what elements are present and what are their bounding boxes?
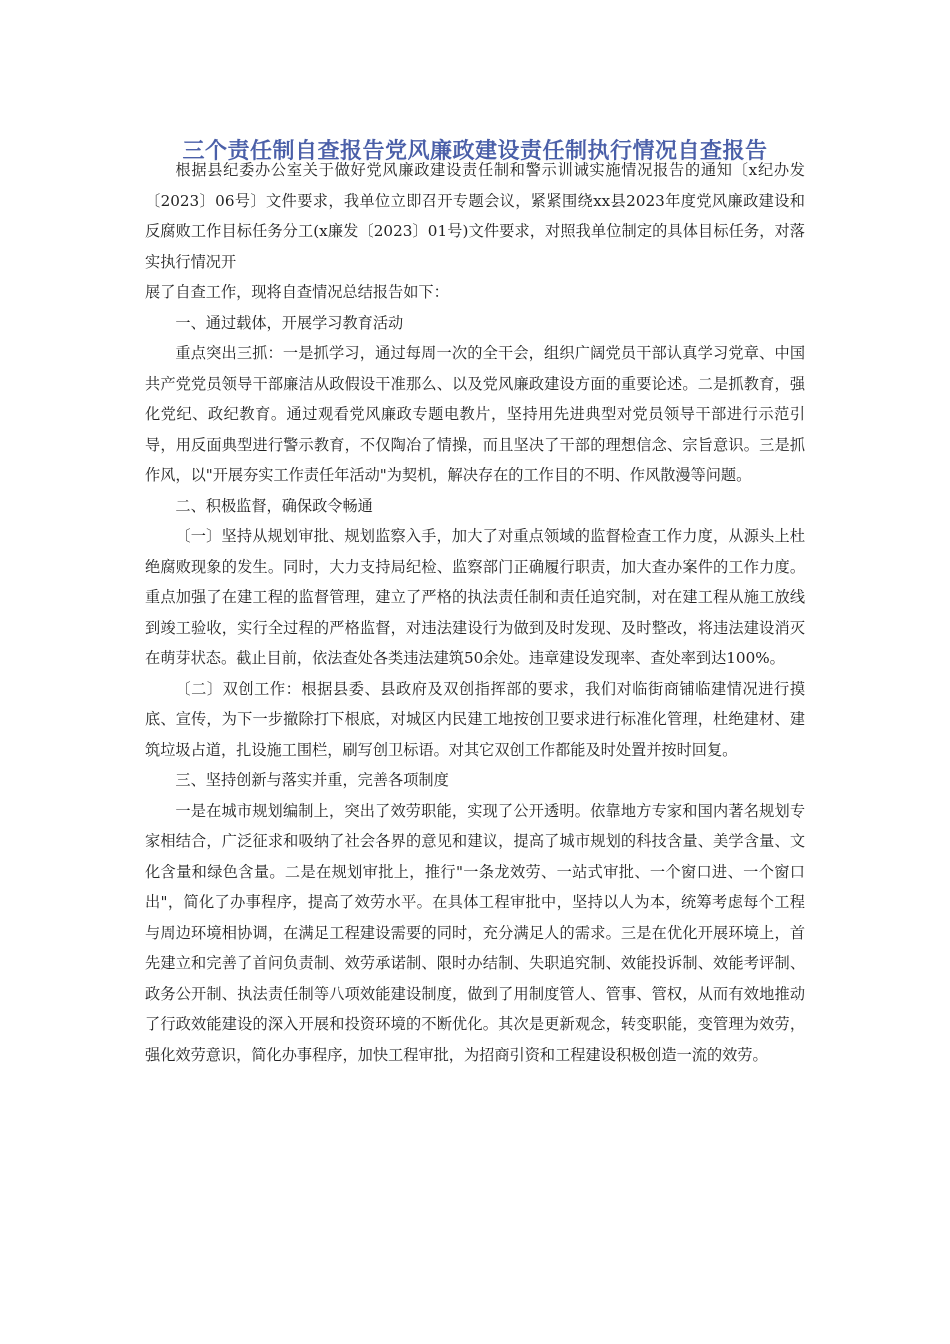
document-body [145, 155, 805, 1070]
paragraph-section-1: 重点突出三抓：一是抓学习，通过每周一次的全干会，组织广阔党员干部认真学习党章、中国共产党党员领导干部廉洁从政假设干准那么、以及党风廉政建设方面的重要论述。二是抓教育，强化党纪、政纪教育。通过观看党风廉政专题电教片，坚持用先进典型对党员领导干部进行示范引导，用反面典型进行警示教育，不仅陶冶了情操，而且坚决了干部的理想信念、宗旨意识。三是抓作风，以"开展夯实工作责任年活动"为契机，解决存在的工作目的不明、作风散漫等问题。 [145, 344, 805, 484]
section-heading-2: 二、积极监督，确保政令畅通 [175, 496, 373, 515]
paragraph-intro-continued: 展了自查工作，现将自查情况总结报告如下： [145, 283, 449, 301]
section-heading-1: 一、通过载体，开展学习教育活动 [175, 313, 404, 332]
paragraph-section-2-item-2: 〔二〕双创工作：根据县委、县政府及双创指挥部的要求，我们对临街商铺临建情况进行摸底、宣传，为下一步撤除打下根底，对城区内民建工地按创卫要求进行标准化管理，杜绝建材、建筑垃圾占道，扎设施工围栏，刷写创卫标语。对其它双创工作都能及时处置并按时回复。 [145, 679, 805, 759]
paragraph-section-2-item-1: 〔一〕坚持从规划审批、规划监察入手，加大了对重点领域的监督检查工作力度，从源头上杜绝腐败现象的发生。同时，大力支持局纪检、监察部门正确履行职责，加大查办案件的工作力度。重点加强了在建工程的监督管理，建立了严格的执法责任制和责任追究制，对在建工程从施工放线到竣工验收，实行全过程的严格监督，对违法建设行为做到及时发现、及时整改，将违法建设消灭在萌芽状态。截止目前，依法查处各类违法建筑50余处。违章建设发现率、查处率到达100%。 [145, 527, 805, 667]
section-heading-3: 三、坚持创新与落实并重，完善各项制度 [175, 771, 449, 789]
paragraph-section-3: 一是在城市规划编制上，突出了效劳职能，实现了公开透明。依靠地方专家和国内著名规划专家相结合，广泛征求和吸纳了社会各界的意见和建议，提高了城市规划的科技含量、美学含量、文化含量和绿色含量。二是在规划审批上，推行"一条龙效劳、一站式审批、一个窗口进、一个窗口出"，简化了办事程序，提高了效劳水平。在具体工程审批中，坚持以人为本，统筹考虑每个工程与周边环境相协调，在满足工程建设需要的同时，充分满足人的需求。三是在优化开展环境上，首先建立和完善了首问负责制、效劳承诺制、限时办结制、失职追究制、效能投诉制、效能考评制、政务公开制、执法责任制等八项效能建设制度，做到了用制度管人、管事、管权，从而有效地推动了行政效能建设的深入开展和投资环境的不断优化。其次是更新观念，转变职能，变管理为效劳，强化效劳意识，简化办事程序，加快工程审批，为招商引资和工程建设积极创造一流的效劳。 [145, 801, 805, 1064]
document-title: 三个责任制自查报告党风廉政建设责任制执行情况自查报告 [182, 139, 768, 164]
paragraph-intro: 根据县纪委办公室关于做好党风廉政建设责任制和警示训诫实施情况报告的通知〔x纪办发〔2023〕06号〕文件要求，我单位立即召开专题会议，紧紧围绕xx县2023年度党风廉政建设和反腐败工作目标任务分工(x廉发〔2023〕01号)文件要求，对照我单位制定的具体目标任务，对落实执行情况开 [145, 161, 805, 271]
